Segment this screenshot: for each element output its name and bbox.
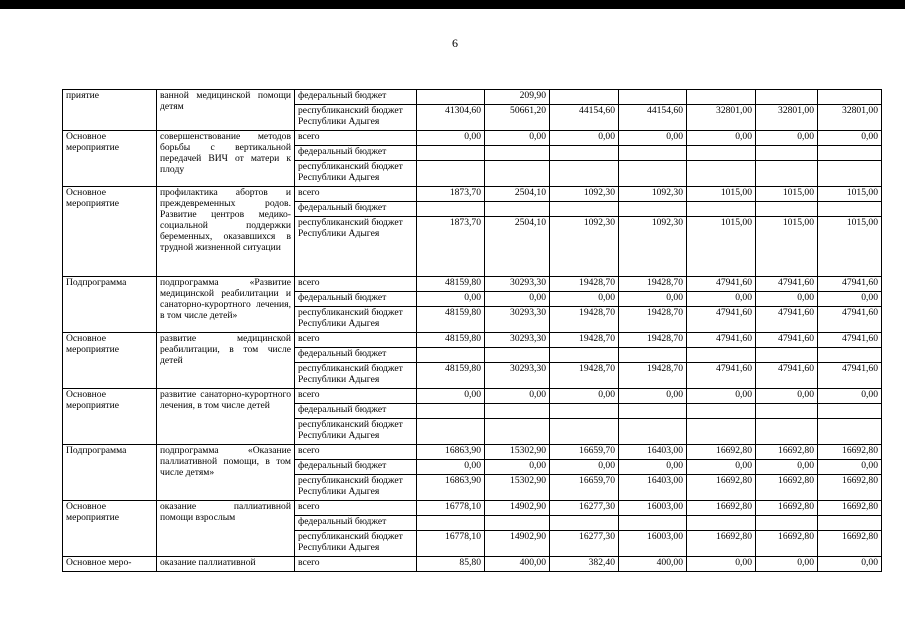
amount-cell: 0,00 [550,292,619,307]
amount-cell: 0,00 [818,460,882,475]
block-type-cell: приятие [63,90,157,131]
amount-cell: 48159,80 [417,277,485,292]
amount-cell: 47941,60 [756,363,818,389]
amount-cell: 0,00 [756,557,818,572]
amount-cell: 1015,00 [756,217,818,277]
amount-cell: 32801,00 [756,105,818,131]
amount-cell [485,146,550,161]
amount-cell: 1092,30 [619,217,687,277]
table-row [63,187,882,202]
amount-cell: 0,00 [550,131,619,146]
page-number: 6 [452,36,458,50]
amount-cell: 0,00 [417,389,485,404]
amount-cell: 0,00 [687,292,756,307]
block-description-cell: подпрограмма «Оказание паллиативной помощи, в том числе детям» [157,445,295,501]
amount-cell: 1015,00 [687,217,756,277]
scan-top-edge [0,0,905,9]
amount-cell [818,348,882,363]
amount-cell [550,419,619,445]
amount-cell [756,348,818,363]
block-type-cell: Основное мероприятие [63,501,157,557]
amount-cell: 400,00 [485,557,550,572]
amount-cell [417,419,485,445]
funding-source-cell: всего [295,389,417,404]
amount-cell: 16863,90 [417,445,485,460]
amount-cell [417,516,485,531]
amount-cell: 19428,70 [619,363,687,389]
amount-cell [417,404,485,419]
amount-cell [619,90,687,105]
amount-cell: 2504,10 [485,217,550,277]
amount-cell: 16692,80 [818,475,882,501]
amount-cell [485,202,550,217]
amount-cell: 30293,30 [485,307,550,333]
amount-cell: 30293,30 [485,363,550,389]
amount-cell: 16659,70 [550,475,619,501]
amount-cell: 1015,00 [756,187,818,202]
amount-cell: 41304,60 [417,105,485,131]
amount-cell: 16003,00 [619,531,687,557]
amount-cell [550,146,619,161]
amount-cell: 19428,70 [619,307,687,333]
amount-cell [485,161,550,187]
block-type-cell: Подпрограмма [63,277,157,333]
amount-cell [818,404,882,419]
funding-source-cell: федеральный бюджет [295,146,417,161]
amount-cell: 16692,80 [687,475,756,501]
funding-source-cell: всего [295,131,417,146]
block-type-cell: Основное мероприятие [63,333,157,389]
amount-cell: 0,00 [619,460,687,475]
amount-cell: 47941,60 [687,363,756,389]
amount-cell: 50661,20 [485,105,550,131]
amount-cell: 15302,90 [485,475,550,501]
amount-cell: 44154,60 [619,105,687,131]
amount-cell: 2504,10 [485,187,550,202]
amount-cell: 16692,80 [687,531,756,557]
block-description-cell: развитие санаторно-курортного лечения, в том числе детей [157,389,295,445]
amount-cell: 0,00 [818,557,882,572]
amount-cell: 1092,30 [550,217,619,277]
amount-cell: 1092,30 [619,187,687,202]
amount-cell: 16659,70 [550,445,619,460]
amount-cell [417,146,485,161]
funding-source-cell: республиканский бюджет Республики Адыгея [295,531,417,557]
amount-cell [550,90,619,105]
amount-cell: 0,00 [417,292,485,307]
funding-source-cell: республиканский бюджет Республики Адыгея [295,217,417,277]
amount-cell: 209,90 [485,90,550,105]
amount-cell: 0,00 [687,557,756,572]
amount-cell [687,90,756,105]
amount-cell: 16403,00 [619,445,687,460]
amount-cell [818,146,882,161]
amount-cell: 19428,70 [550,333,619,348]
funding-source-cell: всего [295,445,417,460]
amount-cell [818,419,882,445]
funding-source-cell: федеральный бюджет [295,460,417,475]
amount-cell [687,202,756,217]
amount-cell: 1015,00 [687,187,756,202]
amount-cell [687,404,756,419]
amount-cell: 0,00 [756,460,818,475]
funding-source-cell: республиканский бюджет Республики Адыгея [295,419,417,445]
amount-cell: 16692,80 [756,445,818,460]
amount-cell [687,419,756,445]
amount-cell: 0,00 [485,460,550,475]
amount-cell: 0,00 [619,389,687,404]
amount-cell [619,146,687,161]
amount-cell: 14902,90 [485,501,550,516]
amount-cell: 0,00 [818,131,882,146]
amount-cell [756,146,818,161]
amount-cell: 32801,00 [687,105,756,131]
funding-source-cell: всего [295,187,417,202]
block-description-cell: оказание паллиативной [157,557,295,572]
amount-cell [485,419,550,445]
amount-cell: 1015,00 [818,187,882,202]
amount-cell [756,516,818,531]
block-type-cell: Основное мероприятие [63,131,157,187]
amount-cell [619,202,687,217]
funding-source-cell: федеральный бюджет [295,516,417,531]
amount-cell: 382,40 [550,557,619,572]
funding-source-cell: федеральный бюджет [295,292,417,307]
block-type-cell: Основное мероприятие [63,389,157,445]
amount-cell: 30293,30 [485,277,550,292]
amount-cell [818,161,882,187]
amount-cell: 47941,60 [687,307,756,333]
amount-cell [619,161,687,187]
amount-cell: 16778,10 [417,531,485,557]
amount-cell: 16692,80 [687,445,756,460]
amount-cell [550,202,619,217]
amount-cell: 48159,80 [417,333,485,348]
table-row [63,131,882,146]
amount-cell [818,202,882,217]
amount-cell [687,348,756,363]
amount-cell [756,404,818,419]
amount-cell: 48159,80 [417,363,485,389]
amount-cell: 47941,60 [756,333,818,348]
amount-cell: 19428,70 [619,277,687,292]
amount-cell: 19428,70 [550,277,619,292]
amount-cell [417,161,485,187]
funding-source-cell: республиканский бюджет Республики Адыгея [295,161,417,187]
amount-cell: 0,00 [485,389,550,404]
funding-source-cell: всего [295,333,417,348]
amount-cell: 32801,00 [818,105,882,131]
amount-cell: 47941,60 [818,333,882,348]
amount-cell: 0,00 [619,292,687,307]
amount-cell: 0,00 [687,131,756,146]
amount-cell [417,348,485,363]
amount-cell: 47941,60 [687,277,756,292]
block-description-cell: ванной медицинской помощи детям [157,90,295,131]
amount-cell: 0,00 [485,292,550,307]
block-description-cell: подпрограмма «Развитие медицинской реабилитации и санаторно-курортного лечения, в том числе детей» [157,277,295,333]
amount-cell: 0,00 [818,292,882,307]
amount-cell: 16692,80 [756,531,818,557]
block-description-cell: развитие медицинской реабилитации, в том числе детей [157,333,295,389]
amount-cell: 16778,10 [417,501,485,516]
amount-cell [417,90,485,105]
table-row [63,389,882,404]
amount-cell: 16003,00 [619,501,687,516]
amount-cell: 1873,70 [417,187,485,202]
amount-cell: 1015,00 [818,217,882,277]
amount-cell: 30293,30 [485,333,550,348]
funding-source-cell: республиканский бюджет Республики Адыгея [295,363,417,389]
amount-cell: 0,00 [619,131,687,146]
amount-cell [756,419,818,445]
funding-source-cell: республиканский бюджет Республики Адыгея [295,307,417,333]
amount-cell [619,516,687,531]
amount-cell [485,404,550,419]
funding-source-cell: федеральный бюджет [295,348,417,363]
amount-cell: 0,00 [550,460,619,475]
amount-cell: 16692,80 [818,501,882,516]
amount-cell: 400,00 [619,557,687,572]
amount-cell: 0,00 [756,131,818,146]
amount-cell [818,90,882,105]
amount-cell: 0,00 [687,460,756,475]
block-description-cell: совершенствование методов борьбы с вертикальной передачей ВИЧ от матери к плоду [157,131,295,187]
amount-cell: 47941,60 [818,363,882,389]
amount-cell: 47941,60 [818,307,882,333]
amount-cell: 0,00 [417,460,485,475]
amount-cell: 1092,30 [550,187,619,202]
amount-cell: 19428,70 [550,363,619,389]
amount-cell: 0,00 [818,389,882,404]
funding-source-cell: всего [295,557,417,572]
amount-cell [550,161,619,187]
amount-cell [619,348,687,363]
funding-source-cell: республиканский бюджет Республики Адыгея [295,475,417,501]
amount-cell [756,90,818,105]
amount-cell: 47941,60 [818,277,882,292]
table-row [63,501,882,516]
amount-cell: 47941,60 [756,307,818,333]
amount-cell: 44154,60 [550,105,619,131]
funding-source-cell: федеральный бюджет [295,202,417,217]
amount-cell [756,202,818,217]
table-row [63,90,882,105]
amount-cell: 85,80 [417,557,485,572]
amount-cell [818,516,882,531]
amount-cell [687,516,756,531]
amount-cell: 16277,30 [550,531,619,557]
table-row [63,445,882,460]
amount-cell: 0,00 [485,131,550,146]
funding-source-cell: всего [295,277,417,292]
amount-cell: 19428,70 [619,333,687,348]
amount-cell [550,404,619,419]
amount-cell [619,404,687,419]
amount-cell: 1873,70 [417,217,485,277]
block-description-cell: профилактика абортов и преждевременных родов. Развитие центров медико-социальной поддержки беременных, оказавшихся в трудной жизненной ситуации [157,187,295,277]
amount-cell: 16277,30 [550,501,619,516]
amount-cell: 16692,80 [687,501,756,516]
amount-cell: 0,00 [756,389,818,404]
amount-cell [550,348,619,363]
amount-cell: 16692,80 [818,445,882,460]
funding-source-cell: республиканский бюджет Республики Адыгея [295,105,417,131]
funding-source-cell: федеральный бюджет [295,404,417,419]
amount-cell [619,419,687,445]
amount-cell: 16692,80 [818,531,882,557]
amount-cell: 47941,60 [687,333,756,348]
amount-cell: 19428,70 [550,307,619,333]
amount-cell [687,146,756,161]
amount-cell: 48159,80 [417,307,485,333]
amount-cell [550,516,619,531]
amount-cell [417,202,485,217]
amount-cell: 0,00 [550,389,619,404]
budget-table [62,89,882,572]
table-row [63,333,882,348]
amount-cell [485,348,550,363]
amount-cell: 0,00 [687,389,756,404]
amount-cell: 15302,90 [485,445,550,460]
block-type-cell: Подпрограмма [63,445,157,501]
amount-cell: 16692,80 [756,475,818,501]
block-description-cell: оказание паллиативной помощи взрослым [157,501,295,557]
amount-cell: 47941,60 [756,277,818,292]
table-row [63,277,882,292]
amount-cell: 14902,90 [485,531,550,557]
amount-cell [756,161,818,187]
amount-cell: 0,00 [417,131,485,146]
funding-source-cell: всего [295,501,417,516]
amount-cell: 16403,00 [619,475,687,501]
amount-cell: 0,00 [756,292,818,307]
table-row [63,557,882,572]
amount-cell [687,161,756,187]
block-type-cell: Основное меро- [63,557,157,572]
block-type-cell: Основное мероприятие [63,187,157,277]
amount-cell [485,516,550,531]
funding-source-cell: федеральный бюджет [295,90,417,105]
amount-cell: 16863,90 [417,475,485,501]
amount-cell: 16692,80 [756,501,818,516]
